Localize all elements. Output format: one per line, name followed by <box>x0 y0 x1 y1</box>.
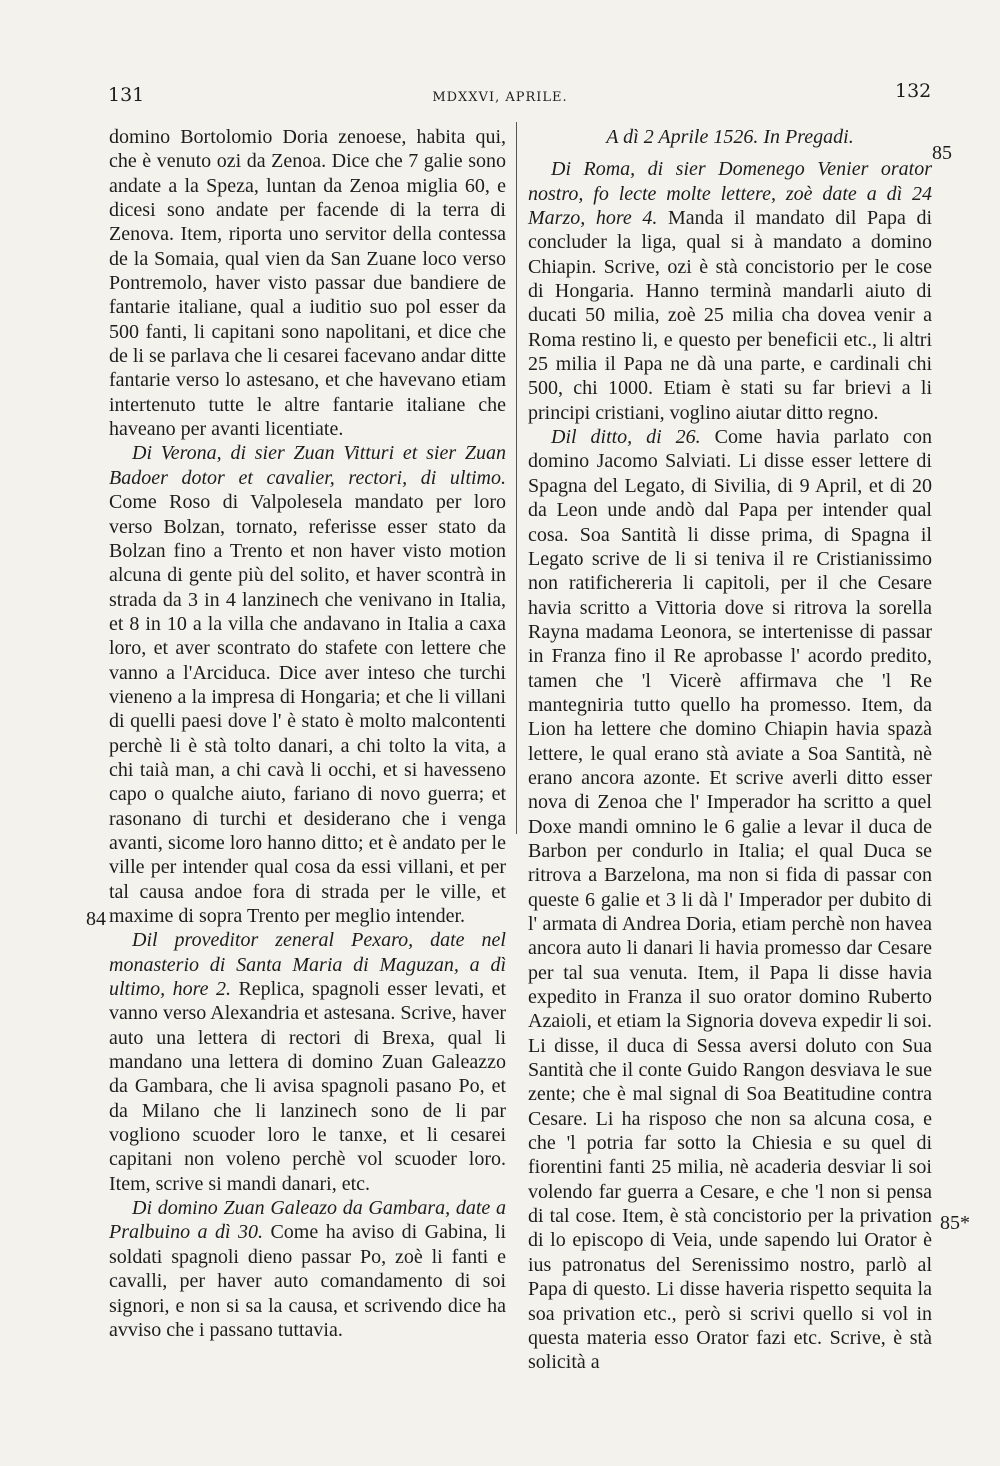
right-paragraph-2 <box>528 425 932 1374</box>
margin-number-85-star: 85* <box>940 1212 970 1234</box>
left-paragraph-2-body: Come Roso di Valpolesela mandato per loro verso Bolzan, tornato, referisse esser stato da Bolzan fino a Trento et non haver visto motion alcuna di gente più del solito, et haver scontrà in strada da 3 in 4 lanzinech che venivano in Italia, et 8 in 10 a la villa che andavano in Italia a caxa loro, et aver scontrato do stafete con lettere che vanno a l'Arciduca. Dice aver inteso che turchi vieneno a la impresa di Hongaria; et che li villani di quelli paesi dove l' è stato è molto malcontenti perchè li è stà tolto danari, a chi tolto la vita, a chi taià man, a chi cavà li occhi, et si havesseno capo o qualche aiuto, fariano di novo guerra; et rasonano di turchi et desiderano che i venga avanti, sicome loro hanno ditto; et è andato per le ville per intender qual cosa da essi villani, et per tal causa andoe fora di strada per le ville, et maxime di sopra Trento per meglio intender. <box>109 491 506 927</box>
right-paragraph-1 <box>528 157 932 425</box>
margin-number-84: 84 <box>86 908 106 930</box>
left-paragraph-2 <box>109 441 506 928</box>
left-column <box>109 125 506 1342</box>
right-paragraph-1-heading: Di Roma, di sier Domenego Venier orator nostro, fo lecte molte lettere, zoè date a dì 24 Marzo, hore 4. <box>528 158 932 230</box>
margin-number-85: 85 <box>932 142 952 164</box>
column-rule <box>516 122 517 834</box>
left-paragraph-3-body: Replica, spagnoli esser levati, et vanno verso Alexandria et astesana. Scrive, haver auto una lettera di rectori di Brexa, qual li mandano una lettera di domino Zuan Galeazzo da Gambara, che li avisa spagnoli pasano Po, et da Milano che li lanzinech sono de li par vogliono scuoder loro le tanxe, et li cesarei capitani non voleno perchè vol scuoder loro. Item, scrive si mandi danari, etc. <box>109 978 506 1195</box>
right-paragraph-1-body: Manda il mandato dil Papa di concluder la liga, qual si à mandato a domino Chiapin. Scrive, ozi è stà concistorio per le cose di Hongaria. Hanno terminà mandarli aiuto di ducati 50 milia, zoè 25 milia cha dovea venir a Roma restino li, e questo per beneficii etc., li altri 25 milia il Papa ne dà una parte, e cardinali chi 500, chi 1000. Etiam è stati su far brievi a li principi cristiani, voglino aiutar ditto regno. <box>528 207 932 424</box>
left-paragraph-3-heading: Dil proveditor zeneral Pexaro, date nel monasterio di Santa Maria di Maguzan, a dì ultimo, hore 2. <box>109 929 506 1001</box>
right-column <box>528 125 932 1375</box>
running-title: MDXXVI, APRILE. <box>432 90 568 105</box>
left-paragraph-3 <box>109 928 506 1196</box>
right-paragraph-2-body: Come havia parlato con domino Jacomo Salviati. Li disse esser lettere di Spagna del Legato, di Sivilia, di 9 April, et di 20 da Leon unde andò dal Papa per intender qual cosa. Soa Santità li disse prima, di Spagna il Legato scrive de li si teniva il re Cristianissimo non ratifichereria li capitoli, per il che Cesare havia scritto a Vittoria dove si ritrova la sorella Rayna madama Leonora, se intertenisse di passar in Franza fino il Re aprobasse l' acordo predito, tamen che 'l Vicerè affirmava che 'l Re mantegniria tutto quello ha promesso. Item, da Lion ha lettere che domino Chiapin havia spazà lettere, le qual erano stà aviate a Soa Santità, nè erano ancora azonte. Et scrive averli ditto esser nova di Zenoa che l' Imperador ha scritto a quel Doxe mandi omnino le 6 galie a levar il duca de Barbon per condurlo in Italia; el qual Duca se ritrova a Barzelona, ma non si fida di passar con queste 6 galie et 3 li dà l' Imperador per dubito di l' armata di Andrea Doria, etiam perchè non havea ancora auto li danari li havia promesso dar Cesare per tal sua venuta. Item, il Papa li disse havia expedito in Franza il suo orator domino Ruberto Azaioli, et etiam la Signoria doveva expedir li soi. Li disse, il duca di Sessa aversi doluto con Sua Santità che il conte Guido Rangon desviava le sue zente; che è mal signal di Soa Beatitudine contra Cesare. Li ha risposo che non sa alcuna cosa, e che 'l potria far sotto la Chiesia e su quel di fiorentini fanti 25 milia, nè acaderia desviar li soi volendo far guerra a Cesare, e che 'l non si pensa di tal cose. Item, è stà concistorio per la privation di lo episcopo di Veia, unde sapendo lui Orator è ius patronatus del Serenissimo nostro, parlò al Papa di questo. Li disse haveria rispetto sequita la soa privation etc., però si scrivi quello si vol in questa materia esso Orator fazi etc. Scrive, è stà solicità a <box>528 426 932 1374</box>
section-title: A dì 2 Aprile 1526. In Pregadi. <box>606 126 854 148</box>
right-paragraph-2-heading: Dil ditto, di 26. <box>551 426 701 449</box>
page-number-right: 132 <box>895 80 932 102</box>
left-paragraph-2-heading: Di Verona, di sier Zuan Vitturi et sier Zuan Badoer dotor et cavalier, rectori, di ultimo. <box>109 442 506 489</box>
left-paragraph-1: domino Bortolomio Doria zenoese, habita qui, che è venuto ozi da Zenoa. Dice che 7 galie sono andate a la Speza, luntan da Zenoa miglia 60, e dicesi sono andate per facende di la terra di Zenova. Item, riporta uno servitor della contessa de la Somaia, qual vien da San Zuane loco verso Pontremolo, haver visto passar due bandiere de fantarie italiane, qual a iuditio suo pol esser da 500 fanti, li capitani sono napolitani, et dice che de li se parlava che li cesarei facevano andar ditte fantarie verso lo astesano, et che havevano etiam intertenuto tutte le altre fantarie italiane che haveano per avanti licentiate. <box>109 126 507 441</box>
page-number-left: 131 <box>108 84 145 106</box>
left-paragraph-4-heading: Di domino Zuan Galeazo da Gambara, date a Pralbuino a dì 30. <box>109 1197 506 1244</box>
left-paragraph-4-body: Come ha aviso di Gabina, li soldati spagnoli dieno passar Po, zoè li fanti e cavalli, per haver auto comandamento di soi signori, e non si sa la causa, et scrivendo dice ha avviso che i passano tuttavia. <box>109 1221 506 1341</box>
left-paragraph-4 <box>109 1196 506 1342</box>
